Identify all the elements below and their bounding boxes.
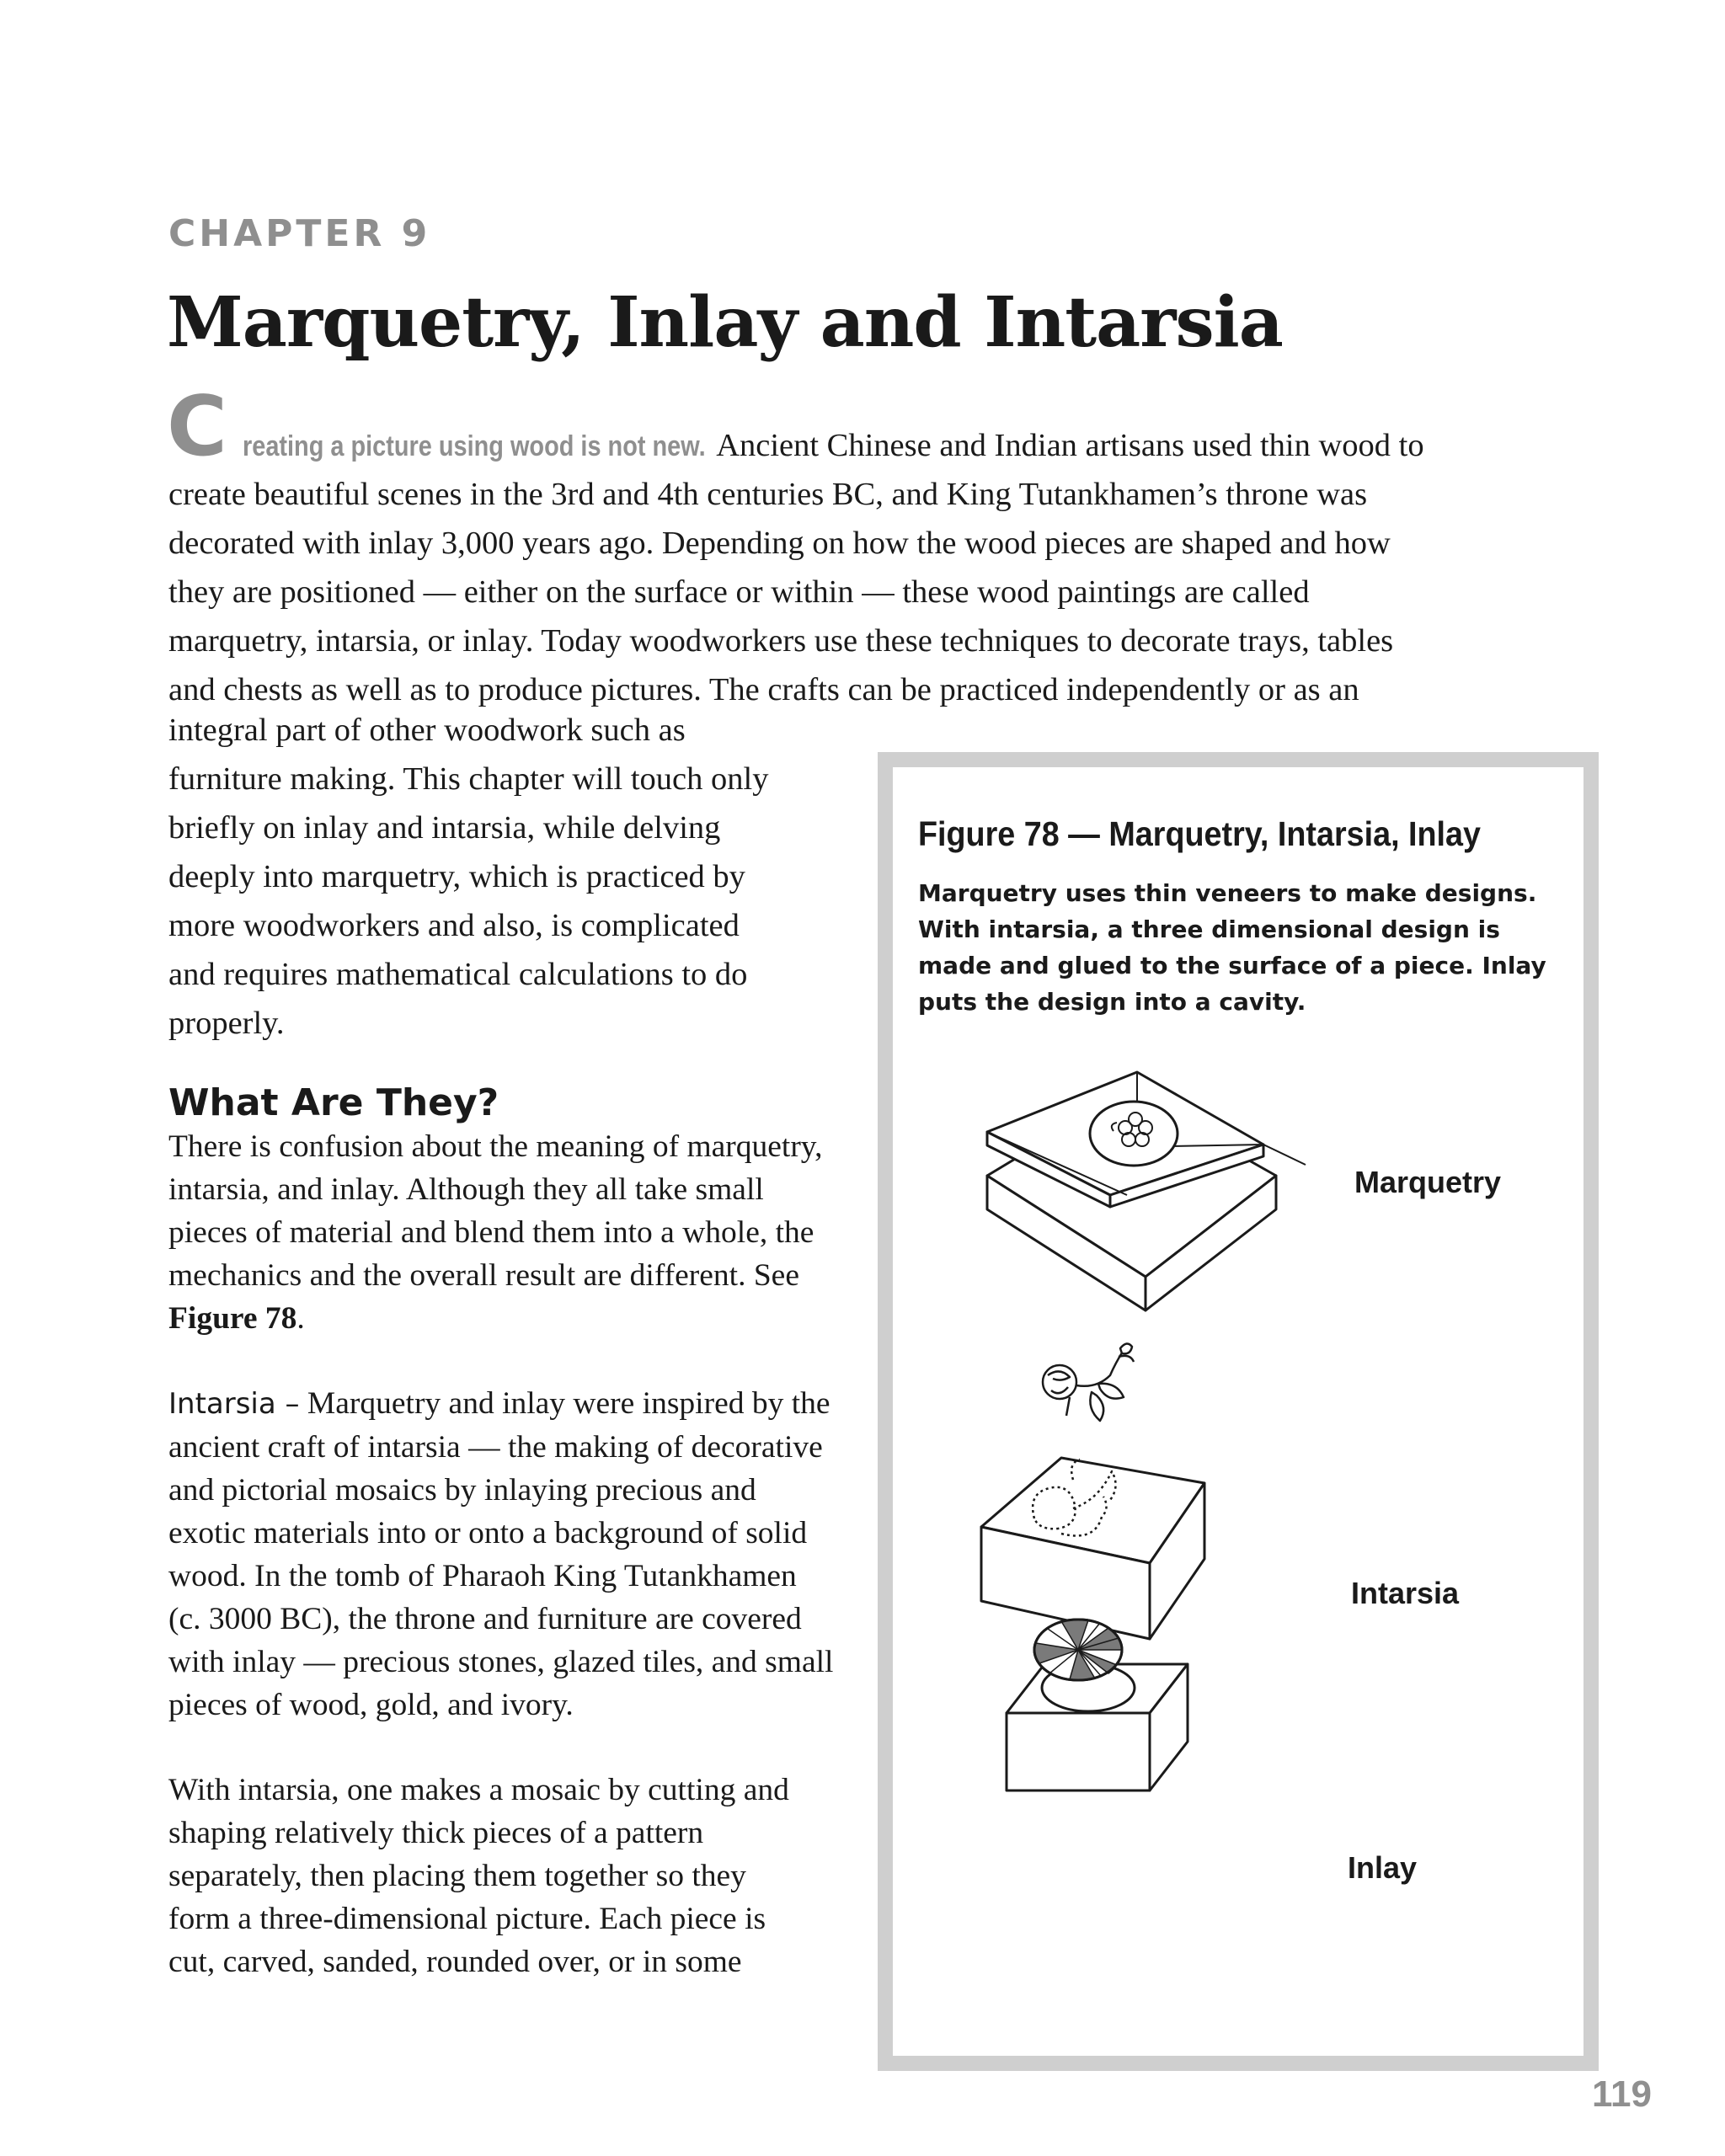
intro-line-2: create beautiful scenes in the 3rd and 4th centuries BC, and King Tutankhamen’s throne was bbox=[168, 477, 1368, 512]
intro-line-5: marquetry, intarsia, or inlay. Today woodworkers use these techniques to decorate trays, tables bbox=[168, 623, 1394, 659]
rose-carving-icon bbox=[1043, 1343, 1134, 1421]
intro-line-4: they are positioned — either on the surface or within — these wood paintings are called bbox=[168, 574, 1310, 610]
intarsia-paragraph bbox=[168, 1382, 834, 1726]
figure-label-marquetry: Marquetry bbox=[1354, 1165, 1502, 1199]
figure-label-intarsia: Intarsia bbox=[1351, 1576, 1460, 1610]
intro-line-1 bbox=[243, 421, 1424, 471]
section-paragraph-3: With intarsia, one makes a mosaic by cutting and shaping relatively thick pieces of a pattern separately, then placing them together so they form a three-dimensional picture. Each piece is cut, carved, sanded, rounded over, or in some bbox=[168, 1773, 789, 1979]
figure-panel bbox=[893, 767, 1583, 2056]
section-paragraph-1-end: . bbox=[296, 1301, 305, 1336]
chapter-label: CHAPTER 9 bbox=[168, 212, 431, 255]
inlay-disk-icon bbox=[1034, 1620, 1122, 1680]
figure-reference: Figure 78 bbox=[168, 1301, 297, 1336]
page-number: 119 bbox=[1592, 2073, 1652, 2115]
figure-label-inlay: Inlay bbox=[1348, 1850, 1418, 1885]
figure-frame bbox=[878, 752, 1599, 2071]
intro-continuation: integral part of other woodwork such as furniture making. This chapter will touch only briefly on inlay and intarsia, while delving deeply into marquetry, which is practiced by more woodworkers and also, is complicated and requires mathematical calculations to do properly. bbox=[168, 712, 769, 1041]
intro-line-6: and chests as well as to produce pictures. The crafts can be practiced independently or as an bbox=[168, 672, 1359, 707]
intro-line-3: decorated with inlay 3,000 years ago. Depending on how the wood pieces are shaped and how bbox=[168, 526, 1391, 561]
section-paragraph-1 bbox=[168, 1125, 842, 1340]
drop-cap: C bbox=[167, 379, 227, 475]
left-column bbox=[168, 706, 851, 1983]
marquetry-illustration bbox=[987, 1072, 1306, 1310]
intarsia-paragraph-text: Marquetry and inlay were inspired by the ancient craft of intarsia — the making of decorative and pictorial mosaics by inlaying precious and exotic materials into or onto a background of solid wood. In the tomb of Pharaoh King Tutankhamen (c. 3000 BC), the throne and furniture are covered with inlay — precious stones, glazed tiles, and small pieces of wood, gold, and ivory. bbox=[168, 1386, 834, 1722]
figure-caption: Marquetry uses thin veneers to make designs. With intarsia, a three dimensional design is made and glued to the surface of a piece. Inlay puts the design into a cavity. bbox=[918, 879, 1546, 1016]
intarsia-run-in: Intarsia – bbox=[168, 1387, 300, 1421]
intro-line-1-text: Ancient Chinese and Indian artisans used thin wood to bbox=[709, 428, 1424, 463]
figure-illustration bbox=[893, 767, 1583, 2056]
section-paragraph-1-text: There is confusion about the meaning of marquetry, intarsia, and inlay. Although they all take small pieces of material and blend them into a whole, the mechanics and the overall result are different. See bbox=[168, 1129, 823, 1293]
section-heading: What Are They? bbox=[168, 1081, 499, 1124]
intarsia-illustration bbox=[981, 1343, 1204, 1639]
chapter-title: Marquetry, Inlay and Intarsia bbox=[167, 282, 1283, 363]
intro-lead-in: reating a picture using wood is not new. bbox=[243, 430, 706, 462]
figure-title: Figure 78 — Marquetry, Intarsia, Inlay bbox=[918, 814, 1481, 853]
inlay-illustration bbox=[1007, 1620, 1188, 1790]
